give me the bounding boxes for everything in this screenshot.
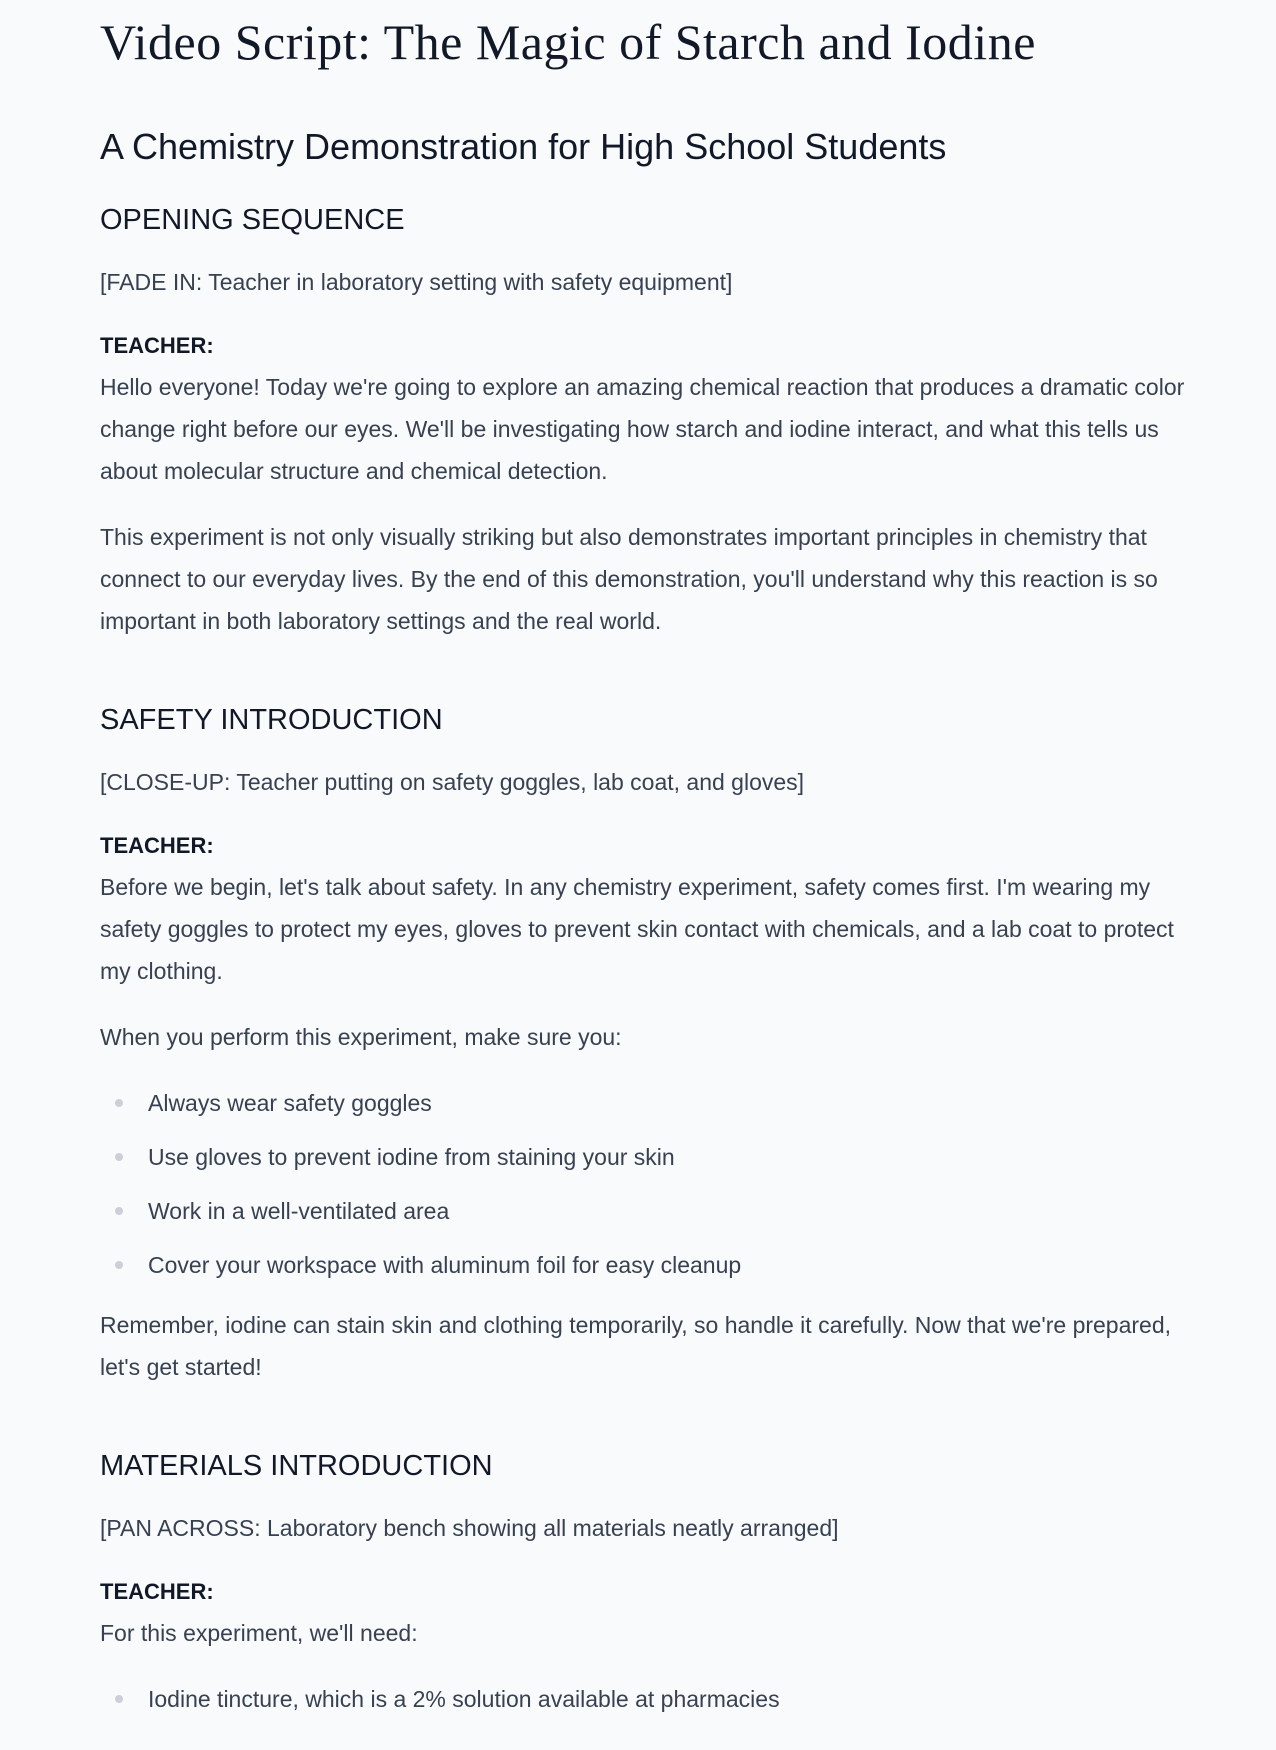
safety-section	[100, 702, 1196, 1388]
materials-heading: MATERIALS INTRODUCTION	[100, 1450, 493, 1482]
list-item-text: Always wear safety goggles	[148, 1090, 432, 1116]
safety-heading: SAFETY INTRODUCTION	[100, 704, 443, 736]
safety-checklist	[100, 1088, 1196, 1280]
materials-section	[100, 1448, 1196, 1714]
list-item	[100, 1250, 1196, 1280]
bullet-dot-icon	[115, 1207, 123, 1215]
safety-paragraph-2: When you perform this experiment, make sure you:	[100, 1024, 622, 1050]
materials-list	[100, 1684, 1196, 1714]
opening-heading: OPENING SEQUENCE	[100, 204, 405, 236]
materials-intro-paragraph: For this experiment, we'll need:	[100, 1620, 418, 1646]
document-title: Video Script: The Magic of Starch and Iodine	[100, 14, 1036, 70]
opening-paragraph-1: Hello everyone! Today we're going to explore an amazing chemical reaction that produces a dramatic color change right before our eyes. We'll be investigating how starch and iodine interact, and what this tells us about molecular structure and chemical detection.	[100, 374, 1185, 484]
list-item	[100, 1088, 1196, 1118]
materials-stage-direction: [PAN ACROSS: Laboratory bench showing all materials neatly arranged]	[100, 1515, 839, 1541]
safety-closing-paragraph: Remember, iodine can stain skin and clothing temporarily, so handle it carefully. Now that we're prepared, let's get started!	[100, 1312, 1172, 1380]
list-item	[100, 1196, 1196, 1226]
list-item-text: Use gloves to prevent iodine from staining your skin	[148, 1144, 675, 1170]
bullet-dot-icon	[115, 1153, 123, 1161]
list-item	[100, 1142, 1196, 1172]
opening-section	[100, 202, 1196, 642]
safety-paragraph-1: Before we begin, let's talk about safety. In any chemistry experiment, safety comes first. I'm wearing my safety goggles to protect my eyes, gloves to prevent skin contact with chemicals, and a lab coat to protect my clothing.	[100, 874, 1174, 984]
opening-speaker-label: TEACHER:	[100, 333, 214, 358]
materials-speaker-label: TEACHER:	[100, 1579, 214, 1604]
bullet-dot-icon	[115, 1695, 123, 1703]
list-item-text: Cover your workspace with aluminum foil for easy cleanup	[148, 1252, 742, 1278]
list-item-text: Work in a well-ventilated area	[148, 1198, 450, 1224]
document-subtitle: A Chemistry Demonstration for High School Students	[100, 126, 947, 167]
opening-stage-direction: [FADE IN: Teacher in laboratory setting with safety equipment]	[100, 269, 733, 295]
bullet-dot-icon	[115, 1099, 123, 1107]
safety-speaker-label: TEACHER:	[100, 833, 214, 858]
opening-paragraph-2: This experiment is not only visually striking but also demonstrates important principles in chemistry that connect to our everyday lives. By the end of this demonstration, you'll understand why this reaction is so important in both laboratory settings and the real world.	[100, 524, 1158, 634]
bullet-dot-icon	[115, 1261, 123, 1269]
safety-stage-direction: [CLOSE-UP: Teacher putting on safety goggles, lab coat, and gloves]	[100, 769, 805, 795]
list-item-text: Iodine tincture, which is a 2% solution available at pharmacies	[148, 1686, 780, 1712]
list-item	[100, 1684, 1196, 1714]
